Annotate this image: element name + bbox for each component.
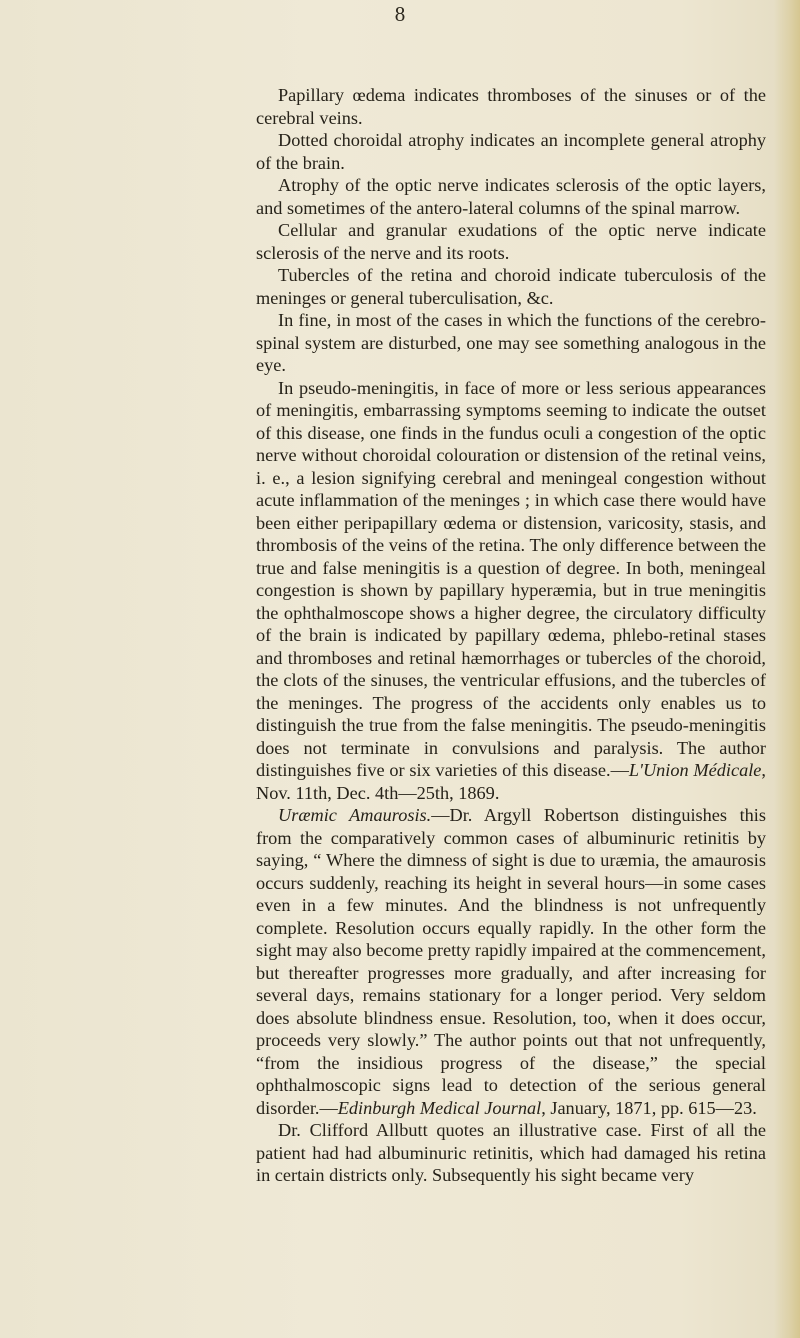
paragraph-text: —Dr. Argyll Robertson distinguishes this from the comparatively common cases of albuminuric retinitis by saying, “ Where the dimness of sight is due to uræmia, the amaurosis occurs suddenly, reaching its height in several hours—in some cases even in a few minutes. And the blindness is not unfrequently complete. Resolution occurs equally rapidly. In the other form the sight may also become pretty rapidly impaired at the commencement, but thereafter progresses more gradually, and after increasing for several days, remains stationary for a longer period. Very seldom does absolute blindness ensue. Resolution, too, when it does occur, proceeds very slowly.” The author points out that not unfrequently, “from the insidious progress of the disease,” the special ophthalmoscopic signs lead to detection of the serious general disorder.— bbox=[256, 805, 766, 1118]
citation-title: L'Union Médicale bbox=[628, 760, 762, 780]
paragraph-text: Atrophy of the optic nerve indicates sclerosis of the optic layers, and sometimes of the antero-lateral columns of the spinal marrow. bbox=[256, 175, 766, 218]
body-text bbox=[256, 84, 766, 1187]
paragraph-text: Dr. Clifford Allbutt quotes an illustrative case. First of all the patient had had albuminuric retinitis, which had damaged his retina in certain districts only. Subsequently his sight became very bbox=[256, 1120, 766, 1185]
paragraph-dotted-choroidal-atrophy bbox=[256, 129, 766, 174]
page-edge-shadow bbox=[774, 0, 800, 1338]
paragraph-text: Cellular and granular exudations of the optic nerve indicate sclerosis of the nerve and its roots. bbox=[256, 220, 766, 263]
citation-details: , Nov. 11th, Dec. 4th—25th, 1869. bbox=[256, 760, 766, 803]
citation-details: , January, 1871, pp. 615—23. bbox=[541, 1097, 757, 1118]
paragraph-in-fine bbox=[256, 309, 766, 377]
citation-title: Edinburgh Medical Journal bbox=[337, 1097, 542, 1118]
paragraph-text: Dotted choroidal atrophy indicates an incomplete general atrophy of the brain. bbox=[256, 130, 766, 173]
paragraph-papillary-oedema bbox=[256, 84, 766, 129]
paragraph-text: Tubercles of the retina and choroid indicate tuberculosis of the meninges or general tuberculisation, &c. bbox=[256, 265, 766, 308]
paragraph-pseudo-meningitis bbox=[256, 377, 766, 805]
paragraph-text: In fine, in most of the cases in which the functions of the cerebro-spinal system are disturbed, one may see something analogous in the eye. bbox=[256, 310, 766, 375]
paragraph-text: Papillary œdema indicates thromboses of the sinuses or of the cerebral veins. bbox=[256, 85, 766, 128]
paragraph-uraemic-amaurosis bbox=[256, 804, 766, 1119]
section-heading: Uræmic Amaurosis. bbox=[278, 805, 432, 825]
paragraph-text: In pseudo-meningitis, in face of more or less serious appearances of meningitis, embarrassing symptoms seeming to indicate the outset of this disease, one finds in the fundus oculi a congestion of the optic nerve without choroidal colouration or distension of the retinal veins, i. e., a lesion signifying cerebral and meningeal congestion without acute inflammation of the meninges ; in which case there would have been either peripapillary œdema or distension, varicosity, stasis, and thrombosis of the veins of the retina. The only difference between the true and false meningitis is a question of degree. In both, meningeal congestion is shown by papillary hyperæmia, but in true meningitis the ophthalmoscope shows a higher degree, the circulatory difficulty of the brain is indicated by papillary œdema, phlebo-retinal stases and thromboses and retinal hæmorrhages or tubercles of the choroid, the clots of the sinuses, the ventricular effusions, and the tubercles of the meninges. The progress of the accidents only enables us to distinguish the true from the false meningitis. The pseudo-meningitis does not terminate in convulsions and paralysis. The author distinguishes five or six varieties of this disease.— bbox=[256, 377, 766, 780]
page-number: 8 bbox=[394, 2, 406, 26]
paragraph-tubercles bbox=[256, 264, 766, 309]
paragraph-allbutt bbox=[256, 1119, 766, 1187]
paragraph-cellular-exudations bbox=[256, 219, 766, 264]
paragraph-optic-nerve-atrophy bbox=[256, 174, 766, 219]
